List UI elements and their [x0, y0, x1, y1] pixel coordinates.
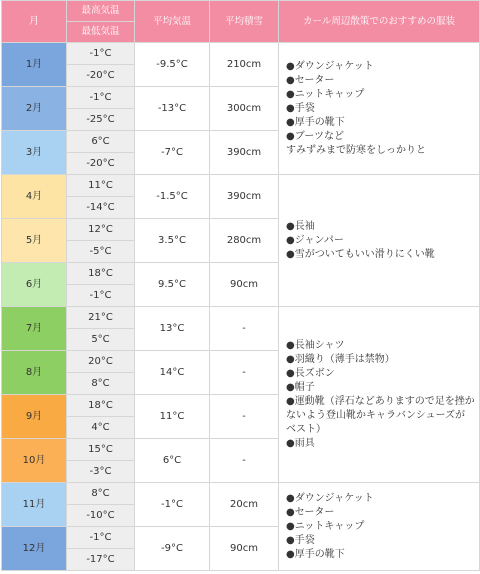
month-cell-sep: 9月 [2, 395, 67, 439]
avg-snow-oct: - [210, 439, 279, 483]
avg-temp-dec: -9°C [135, 527, 210, 571]
avg-temp-aug: 14°C [135, 351, 210, 395]
avg-temp-may: 3.5°C [135, 219, 210, 263]
min-temp-sep: 4°C [67, 417, 135, 439]
max-temp-nov: 8°C [67, 483, 135, 505]
min-temp-dec: -17°C [67, 549, 135, 571]
max-temp-dec: -1°C [67, 527, 135, 549]
avg-temp-nov: -1°C [135, 483, 210, 527]
month-cell-dec: 12月 [2, 527, 67, 571]
max-temp-aug: 20°C [67, 351, 135, 373]
month-cell-may: 5月 [2, 219, 67, 263]
month-cell-aug: 8月 [2, 351, 67, 395]
avg-temp-sep: 11°C [135, 395, 210, 439]
month-cell-jun: 6月 [2, 263, 67, 307]
avg-temp-jul: 13°C [135, 307, 210, 351]
header-clothing: カール周辺散策でのおすすめの服装 [279, 1, 480, 43]
max-temp-may: 12°C [67, 219, 135, 241]
avg-snow-jun: 90cm [210, 263, 279, 307]
month-cell-mar: 3月 [2, 131, 67, 175]
avg-snow-jul: - [210, 307, 279, 351]
month-cell-apr: 4月 [2, 175, 67, 219]
clothing-item: ●ニットキャップ [286, 88, 365, 100]
clothing-spring [279, 175, 480, 307]
header-avg-temp: 平均気温 [135, 1, 210, 43]
month-cell-nov: 11月 [2, 483, 67, 527]
avg-snow-apr: 390cm [210, 175, 279, 219]
max-temp-feb: -1°C [67, 87, 135, 109]
clothing-item: ●ダウンジャケット [286, 60, 374, 72]
month-cell-feb: 2月 [2, 87, 67, 131]
clothing-winter [279, 43, 480, 175]
max-temp-jun: 18°C [67, 263, 135, 285]
avg-temp-oct: 6°C [135, 439, 210, 483]
clothing-item: ●厚手の靴下 [286, 548, 345, 560]
avg-snow-jan: 210cm [210, 43, 279, 87]
clothing-summer [279, 307, 480, 483]
avg-temp-jun: 9.5°C [135, 263, 210, 307]
min-temp-jun: -1°C [67, 285, 135, 307]
max-temp-jul: 21°C [67, 307, 135, 329]
clothing-item: ●ブーツなど [286, 130, 345, 142]
clothing-note: すみずみまで防寒をしっかりと [286, 144, 426, 156]
clothing-item: ●ジャンパー [286, 234, 344, 246]
avg-temp-jan: -9.5°C [135, 43, 210, 87]
climate-table [1, 0, 480, 571]
header-min-temp: 最低気温 [67, 22, 135, 43]
header-month: 月 [2, 1, 67, 43]
month-cell-oct: 10月 [2, 439, 67, 483]
clothing-item: ●雨具 [286, 437, 315, 449]
avg-temp-feb: -13°C [135, 87, 210, 131]
avg-temp-apr: -1.5°C [135, 175, 210, 219]
clothing-late [279, 483, 480, 571]
min-temp-nov: -10°C [67, 505, 135, 527]
avg-snow-may: 280cm [210, 219, 279, 263]
clothing-item: ●ニットキャップ [286, 520, 365, 532]
min-temp-may: -5°C [67, 241, 135, 263]
clothing-item: ●長袖 [286, 220, 315, 232]
clothing-item: ●長ズボン [286, 367, 335, 379]
clothing-item: ●長袖シャツ [286, 339, 345, 351]
avg-snow-nov: 20cm [210, 483, 279, 527]
header-avg-snow: 平均積雪 [210, 1, 279, 43]
clothing-item: ●厚手の靴下 [286, 116, 345, 128]
avg-snow-sep: - [210, 395, 279, 439]
clothing-item: ●ダウンジャケット [286, 492, 374, 504]
min-temp-feb: -25°C [67, 109, 135, 131]
month-cell-jul: 7月 [2, 307, 67, 351]
avg-snow-dec: 90cm [210, 527, 279, 571]
max-temp-apr: 11°C [67, 175, 135, 197]
max-temp-jan: -1°C [67, 43, 135, 65]
header-max-temp: 最高気温 [67, 1, 135, 22]
avg-snow-aug: - [210, 351, 279, 395]
min-temp-jul: 5°C [67, 329, 135, 351]
clothing-item: ●手袋 [286, 534, 315, 546]
clothing-item: ●帽子 [286, 381, 315, 393]
min-temp-oct: -3°C [67, 461, 135, 483]
avg-snow-mar: 390cm [210, 131, 279, 175]
clothing-item: ●運動靴（浮石などありますので足を挫かないよう登山靴かキャラバンシューズがベスト） [286, 395, 475, 435]
clothing-item: ●手袋 [286, 102, 315, 114]
min-temp-mar: -20°C [67, 153, 135, 175]
min-temp-aug: 8°C [67, 373, 135, 395]
max-temp-oct: 15°C [67, 439, 135, 461]
max-temp-mar: 6°C [67, 131, 135, 153]
clothing-item: ●雪がついてもいい滑りにくい靴 [286, 248, 435, 260]
clothing-item: ●セーター [286, 506, 335, 518]
max-temp-sep: 18°C [67, 395, 135, 417]
clothing-item: ●セーター [286, 74, 335, 86]
avg-snow-feb: 300cm [210, 87, 279, 131]
clothing-item: ●羽織り（薄手は禁物） [286, 353, 395, 365]
min-temp-apr: -14°C [67, 197, 135, 219]
avg-temp-mar: -7°C [135, 131, 210, 175]
month-cell-jan: 1月 [2, 43, 67, 87]
min-temp-jan: -20°C [67, 65, 135, 87]
